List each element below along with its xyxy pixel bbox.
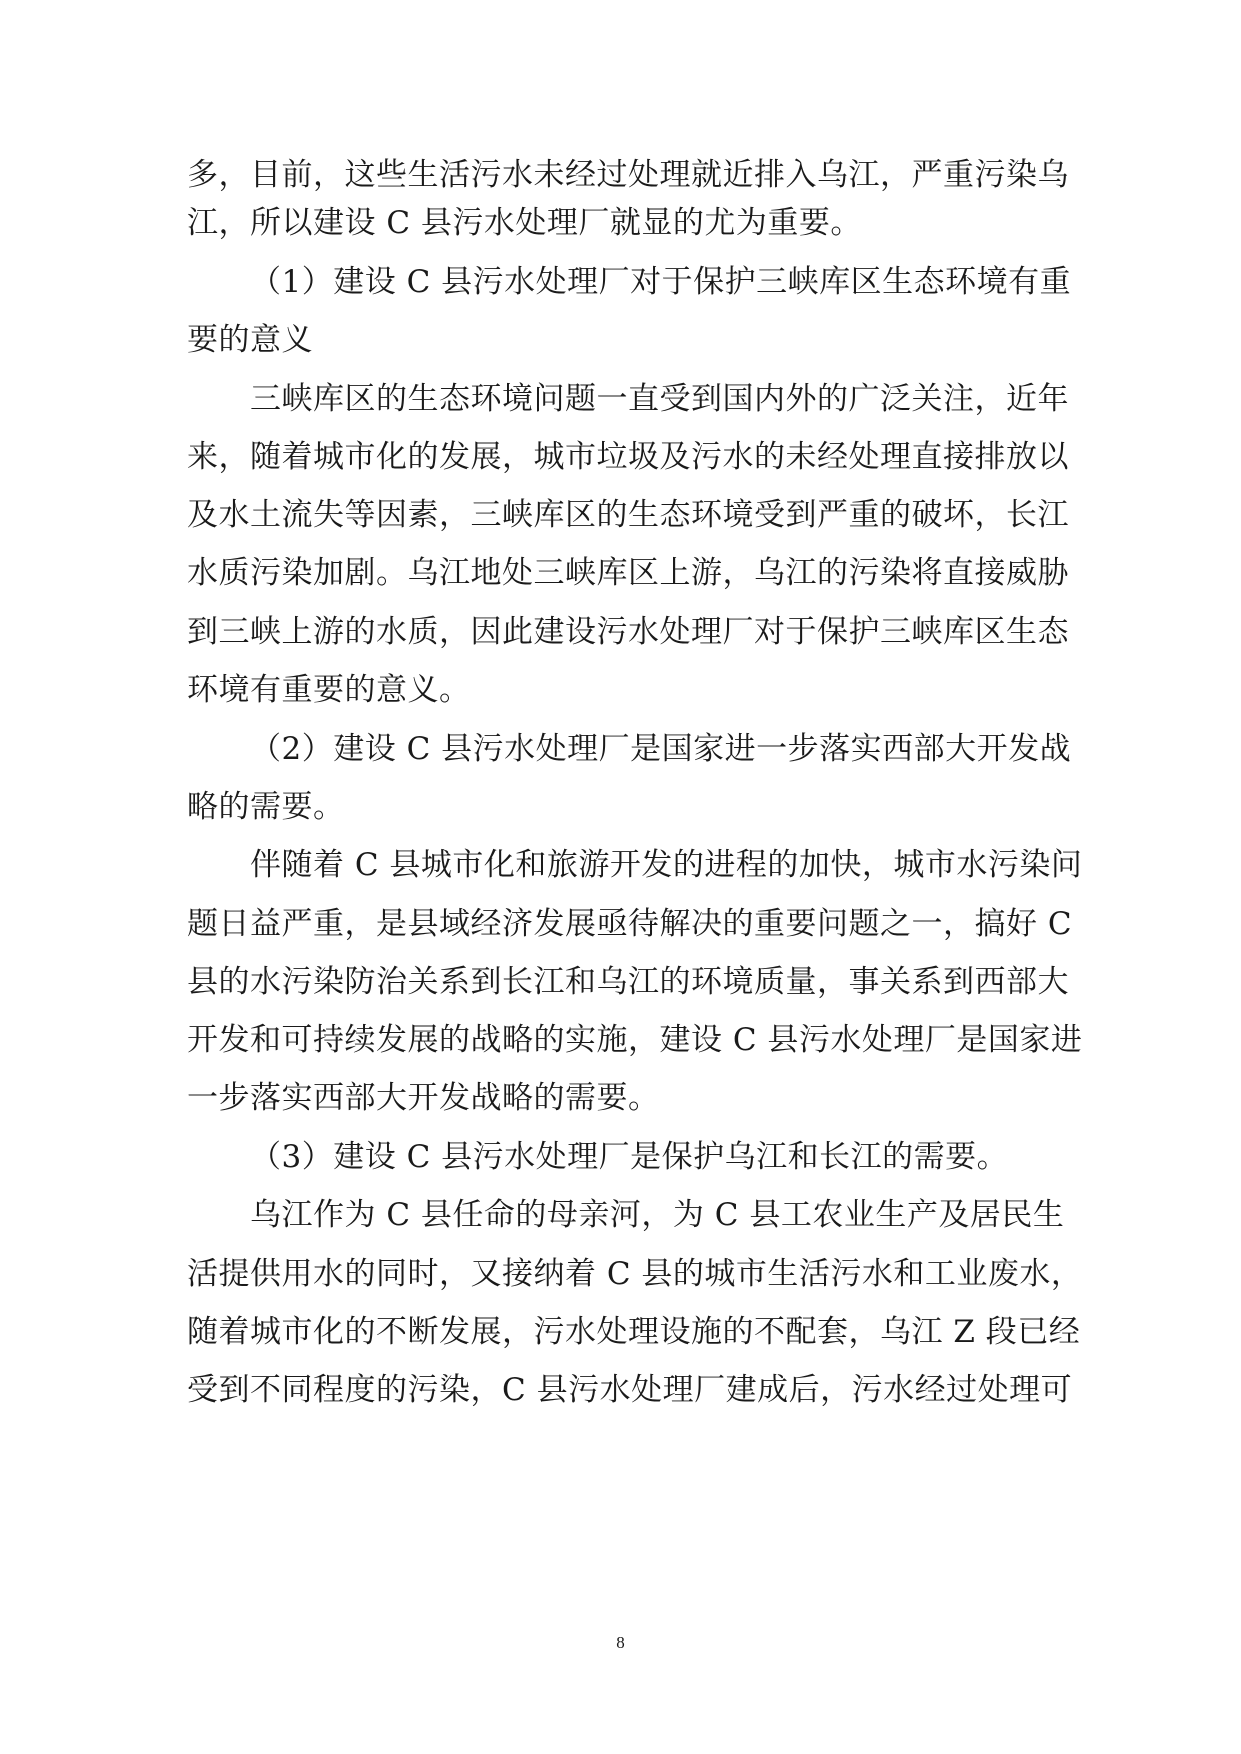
text-line: 受到不同程度的污染，C 县污水处理厂建成后，污水经过处理可 [187,1372,1073,1408]
text-line: （3）建设 C 县污水处理厂是保护乌江和长江的需要。 [250,1139,1009,1175]
page-number: 8 [616,1633,625,1652]
text-line: 到三峡上游的水质，因此建设污水处理厂对于保护三峡库区生态 [187,614,1069,650]
text-line: 开发和可持续发展的战略的实施，建设 C 县污水处理厂是国家进 [187,1022,1083,1058]
text-line: 江，所以建设 C 县污水处理厂就显的尤为重要。 [187,205,862,241]
text-line: 水质污染加剧。乌江地处三峡库区上游，乌江的污染将直接威胁 [187,555,1069,591]
text-line: 一步落实西部大开发战略的需要。 [187,1080,660,1116]
text-line: （1）建设 C 县污水处理厂对于保护三峡库区生态环境有重 [250,264,1072,300]
text-line: 随着城市化的不断发展，污水处理设施的不配套，乌江 Z 段已经 [187,1314,1081,1350]
text-line: 要的意义 [187,322,313,358]
text-line: 乌江作为 C 县任命的母亲河，为 C 县工农业生产及居民生 [250,1197,1065,1233]
text-line: 略的需要。 [187,789,345,825]
text-line: 题日益严重，是县域经济发展亟待解决的重要问题之一，搞好 C [187,906,1073,942]
text-line: 伴随着 C 县城市化和旅游开发的进程的加快，城市水污染问 [250,847,1083,883]
text-line: 环境有重要的意义。 [187,672,471,708]
text-line: 活提供用水的同时，又接纳着 C 县的城市生活污水和工业废水， [187,1256,1083,1292]
text-line: 三峡库区的生态环境问题一直受到国内外的广泛关注，近年 [250,381,1069,417]
text-line: 来，随着城市化的发展，城市垃圾及污水的未经处理直接排放以 [187,439,1069,475]
text-line: 多，目前，这些生活污水未经过处理就近排入乌江，严重污染乌 [187,157,1069,193]
text-line: 及水土流失等因素，三峡库区的生态环境受到严重的破坏，长江 [187,497,1069,533]
text-line: 县的水污染防治关系到长江和乌江的环境质量，事关系到西部大 [187,964,1069,1000]
text-line: （2）建设 C 县污水处理厂是国家进一步落实西部大开发战 [250,731,1072,767]
